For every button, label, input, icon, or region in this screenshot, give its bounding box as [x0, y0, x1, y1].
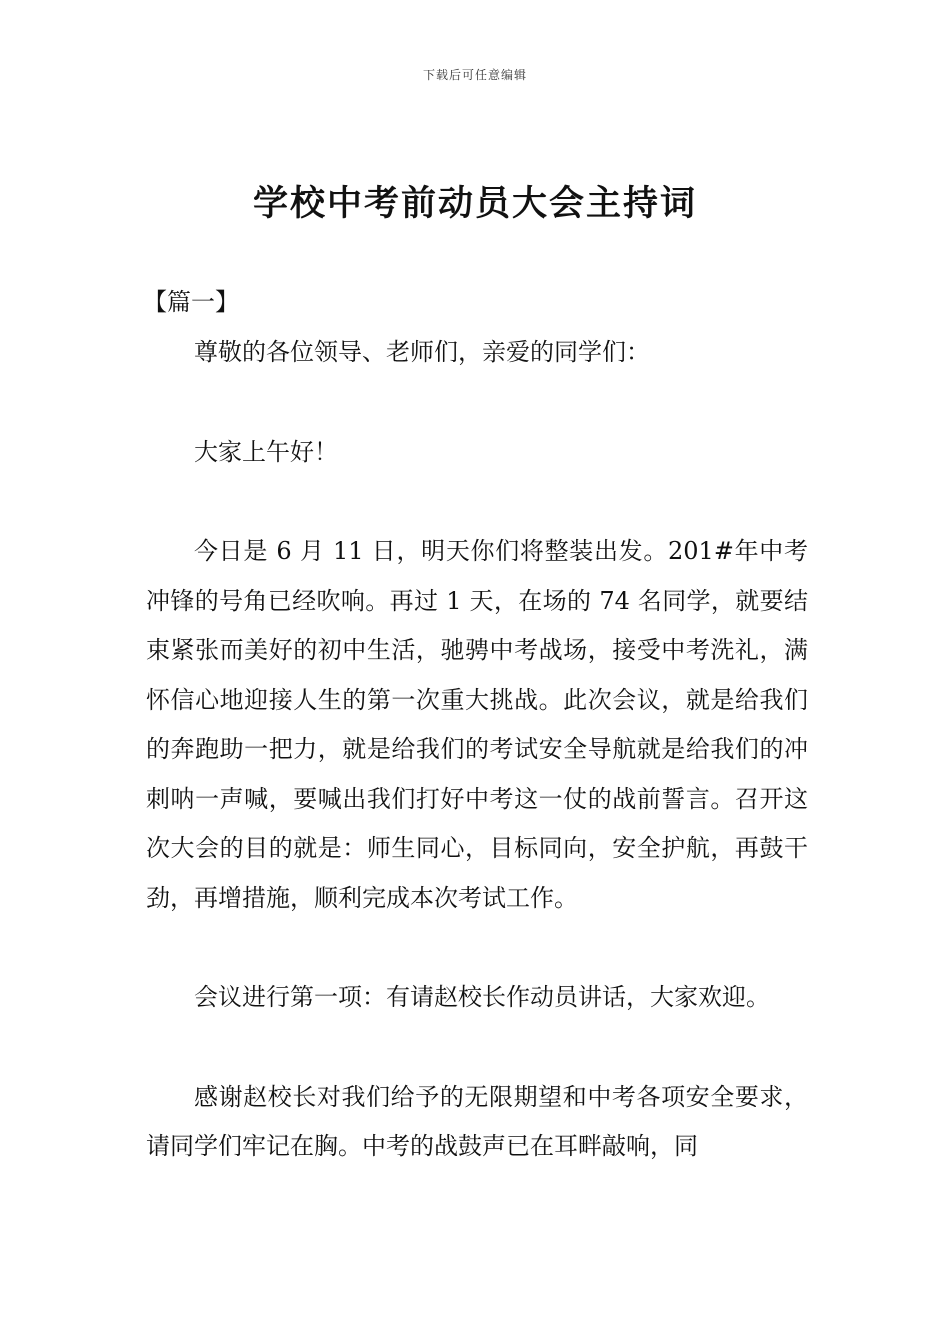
- document-body: [146, 328, 808, 1172]
- paragraph-greeting: 尊敬的各位领导、老师们，亲爱的同学们：: [194, 338, 650, 366]
- paragraph-thanks: 感谢赵校长对我们给予的无限期望和中考各项安全要求，请同学们牢记在胸。中考的战鼓声已在耳畔敲响，同: [146, 1082, 808, 1160]
- document-title: 学校中考前动员大会主持词: [252, 184, 697, 224]
- paragraph-agenda-item-1: 会议进行第一项：有请赵校长作动员讲话，大家欢迎。: [194, 983, 770, 1011]
- header-note: 下载后可任意编辑: [422, 68, 527, 82]
- section-label: 【篇一】: [143, 288, 239, 316]
- paragraph-intro: 今日是 6 月 11 日，明天你们将整装出发。201#年中考冲锋的号角已经吹响。再过 1 天，在场的 74 名同学，就要结束紧张而美好的初中生活，驰骋中考战场，接受中考洗礼，满怀信心地迎接人生的第一次重大挑战。此次会议，就是给我们的奔跑助一把力，就是给我们的考试安全导航就是给我们的冲刺呐一声喊，要喊出我们打好中考这一仗的战前誓言。召开这次大会的目的就是：师生同心，目标同向，安全护航，再鼓干劲，再增措施，顺利完成本次考试工作。: [146, 537, 808, 912]
- paragraph-salutation: 大家上午好！: [194, 437, 338, 466]
